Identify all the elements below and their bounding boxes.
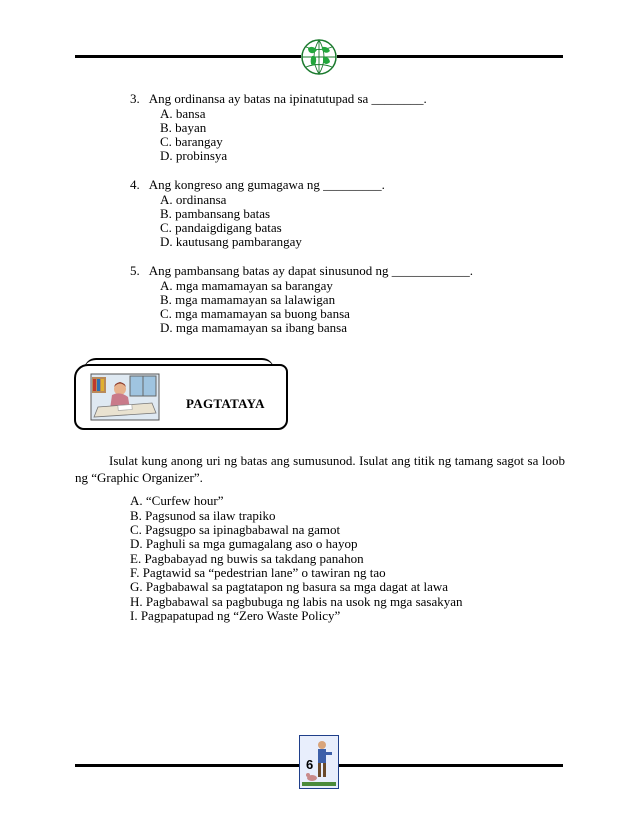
option: A. ordinansa [160, 192, 227, 207]
header-rule-left [75, 55, 301, 58]
question-3 [130, 92, 427, 107]
list-item: A. “Curfew hour” [130, 493, 224, 508]
list-item: C. Pagsugpo sa ipinagbabawal na gamot [130, 522, 341, 537]
option: B. bayan [160, 120, 207, 135]
list-item: D. Paghuli sa mga gumagalang aso o hayop [130, 536, 358, 551]
student-studying-icon [90, 373, 160, 421]
section-title: PAGTATAYA [186, 396, 265, 411]
question-text: Ang pambansang batas ay dapat sinusunod ng ____________. [148, 263, 474, 278]
footer-rule-right [338, 764, 563, 767]
question-text: Ang ordinansa ay batas na ipinatutupad sa ________. [148, 91, 427, 106]
question-number: 4. [130, 177, 140, 192]
list-item: B. Pagsunod sa ilaw trapiko [130, 508, 276, 523]
question-4 [130, 178, 385, 193]
option: B. pambansang batas [160, 206, 271, 221]
footer-rule-left [75, 764, 299, 767]
option: C. barangay [160, 134, 223, 149]
question-number: 3. [130, 91, 140, 106]
option: D. kautusang pambarangay [160, 234, 302, 249]
option: A. mga mamamayan sa barangay [160, 278, 333, 293]
option: C. pandaigdigang batas [160, 220, 282, 235]
list-item: F. Pagtawid sa “pedestrian lane” o tawiran ng tao [130, 565, 386, 580]
list-item: E. Pagbabayad ng buwis sa takdang panahon [130, 551, 364, 566]
list-item: H. Pagbabawal sa pagbubuga ng labis na usok ng mga sasakyan [130, 594, 463, 609]
list-item: G. Pagbabawal sa pagtatapon ng basura sa mga dagat at lawa [130, 579, 449, 594]
list-item: I. Pagpapatupad ng “Zero Waste Policy” [130, 608, 341, 623]
question-5 [130, 264, 473, 279]
option: B. mga mamamayan sa lalawigan [160, 292, 336, 307]
option: D. mga mamamayan sa ibang bansa [160, 320, 347, 335]
option: A. bansa [160, 106, 206, 121]
option: D. probinsya [160, 148, 228, 163]
page-number: 6 [306, 757, 314, 772]
question-text: Ang kongreso ang gumagawa ng _________. [148, 177, 385, 192]
header-rule-right [337, 55, 563, 58]
option: C. mga mamamayan sa buong bansa [160, 306, 350, 321]
instruction-text: Isulat kung anong uri ng batas ang sumusunod. Isulat ang titik ng tamang sagot sa loob ng “Graphic Organizer”. [75, 453, 565, 485]
question-number: 5. [130, 263, 140, 278]
globe-icon [300, 38, 338, 76]
